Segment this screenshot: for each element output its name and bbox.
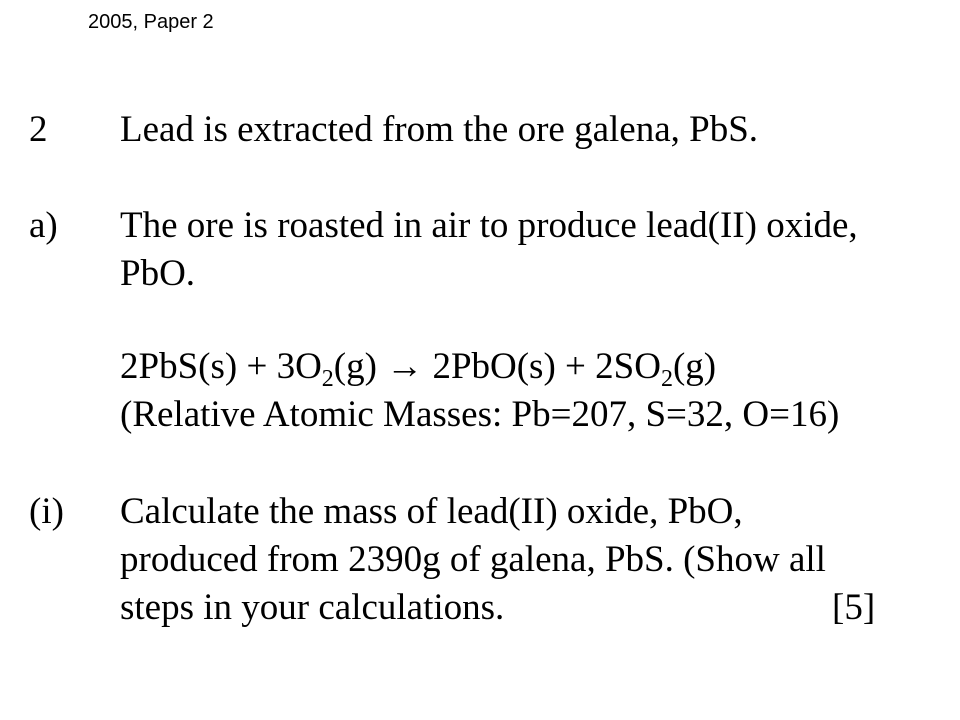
part-i-line-2: produced from 2390g of galena, PbS. (Show all xyxy=(120,539,826,580)
equation-reactants: 2PbS(s) + 3O xyxy=(120,346,322,387)
equation-middle: (g) → 2PbO(s) + 2SO xyxy=(333,346,661,387)
part-i-line-3: steps in your calculations. xyxy=(120,587,505,628)
part-a-line-2: PbO. xyxy=(120,253,196,294)
equation-subscript-so2: 2 xyxy=(660,366,673,392)
part-i-line-1: Calculate the mass of lead(II) oxide, PbO, xyxy=(120,491,743,532)
chemical-equation xyxy=(120,345,717,392)
question-intro: Lead is extracted from the ore galena, PbS. xyxy=(120,109,759,150)
equation-subscript-o2: 2 xyxy=(321,366,334,392)
part-a-label: a) xyxy=(29,205,58,246)
relative-atomic-masses: (Relative Atomic Masses: Pb=207, S=32, O=16) xyxy=(120,394,840,435)
question-number: 2 xyxy=(29,109,48,150)
marks-allocation: [5] xyxy=(832,587,876,628)
part-i-label: (i) xyxy=(29,491,64,532)
equation-end: (g) xyxy=(672,346,717,387)
paper-reference: 2005, Paper 2 xyxy=(88,11,214,33)
part-a-line-1: The ore is roasted in air to produce lead(II) oxide, xyxy=(120,205,858,246)
